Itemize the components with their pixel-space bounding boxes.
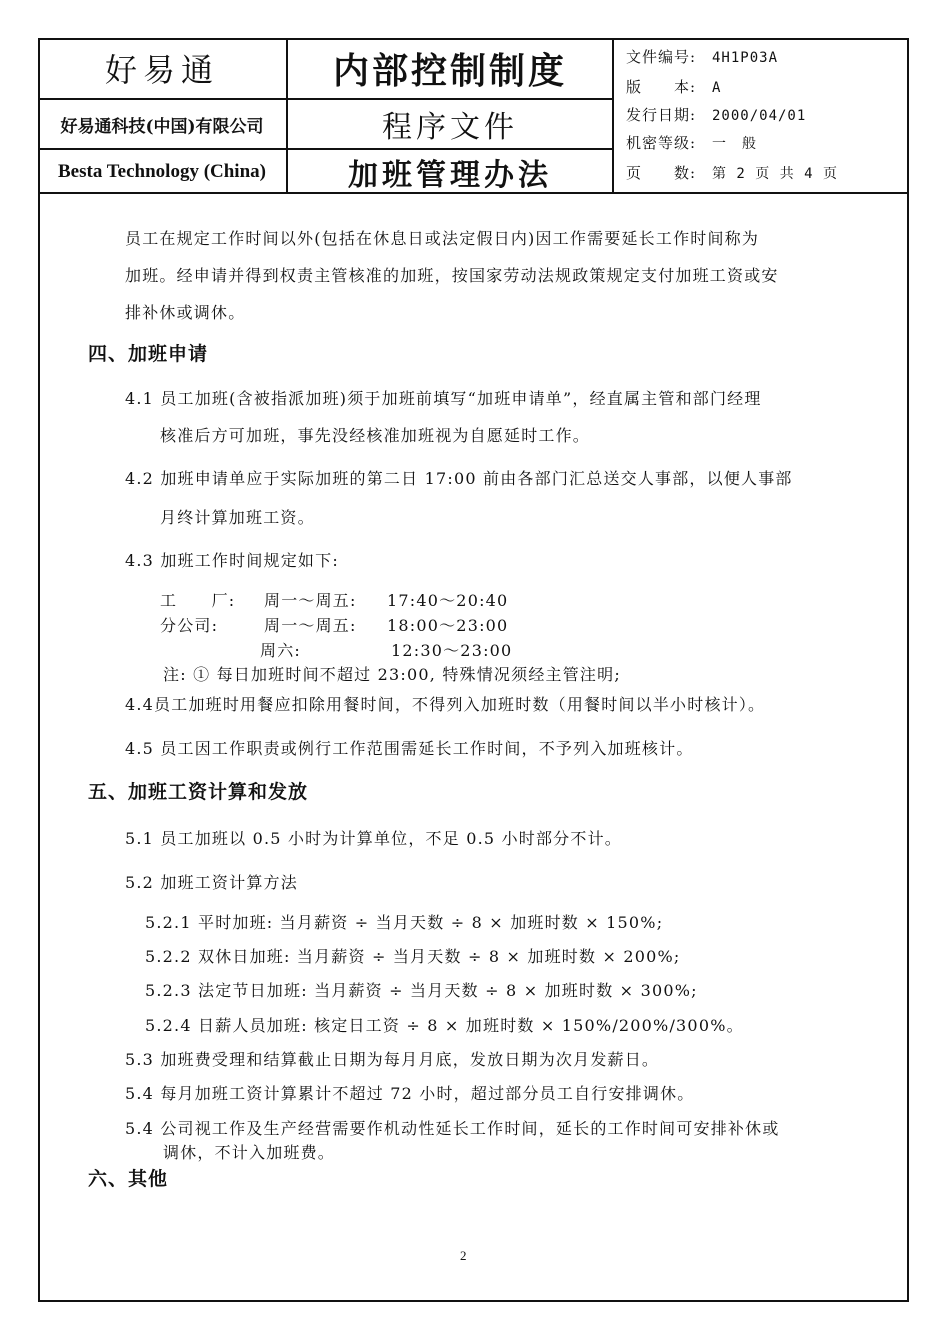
meta-doc-number: 文件编号: 4H1P03A bbox=[626, 48, 779, 66]
intro-line: 排补休或调休。 bbox=[125, 303, 246, 322]
company-name-cn: 好易通科技(中国)有限公司 bbox=[60, 116, 264, 137]
page-number: 2 bbox=[460, 1248, 467, 1263]
clause-5-1: 5.1 员工加班以 0.5 小时为计算单位，不足 0.5 小时部分不计。 bbox=[125, 829, 622, 848]
schedule-branch-weekday-time: 18:00～23:00 bbox=[387, 616, 509, 635]
schedule-factory-label: 工 厂: bbox=[160, 591, 236, 610]
section-4-heading: 四、加班申请 bbox=[88, 343, 209, 365]
title-sub-cell bbox=[288, 100, 612, 148]
meta-version: 版 本: A bbox=[626, 78, 722, 96]
clause-4-2: 4.2 加班申请单应于实际加班的第二日 17:00 前由各部门汇总送交人事部，以便人事部 bbox=[125, 469, 793, 488]
intro-line: 员工在规定工作时间以外(包括在休息日或法定假日内)因工作需要延长工作时间称为 bbox=[125, 229, 760, 248]
schedule-branch-saturday-time: 12:30～23:00 bbox=[391, 641, 513, 660]
section-5-heading: 五、加班工资计算和发放 bbox=[88, 781, 309, 803]
clause-5-2-2: 5.2.2 双休日加班: 当月薪资 ÷ 当月天数 ÷ 8 × 加班时数 × 200%; bbox=[145, 947, 681, 966]
meta-confidentiality: 机密等级: 一 般 bbox=[626, 134, 757, 152]
title-sub: 程序文件 bbox=[382, 110, 518, 145]
clause-4-1-cont: 核准后方可加班，事先没经核准加班视为自愿延时工作。 bbox=[160, 426, 591, 445]
clause-5-2: 5.2 加班工资计算方法 bbox=[125, 873, 298, 892]
clause-5-4: 5.4 每月加班工资计算累计不超过 72 小时，超过部分员工自行安排调休。 bbox=[125, 1084, 695, 1103]
intro-line: 加班。经申请并得到权责主管核准的加班，按国家劳动法规政策规定支付加班工资或安 bbox=[125, 266, 779, 285]
clause-5-4-b: 5.4 公司视工作及生产经营需要作机动性延长工作时间，延长的工作时间可安排补休或 bbox=[125, 1119, 780, 1138]
clause-4-5: 4.5 员工因工作职责或例行工作范围需延长工作时间，不予列入加班核计。 bbox=[125, 739, 694, 758]
schedule-branch-label: 分公司: bbox=[160, 616, 219, 635]
clause-5-2-1: 5.2.1 平时加班: 当月薪资 ÷ 当月天数 ÷ 8 × 加班时数 × 150%; bbox=[145, 913, 664, 932]
title-main-cell bbox=[288, 38, 612, 98]
clause-4-3: 4.3 加班工作时间规定如下: bbox=[125, 551, 339, 570]
section-6-heading: 六、其他 bbox=[88, 1168, 169, 1190]
clause-5-2-3: 5.2.3 法定节日加班: 当月薪资 ÷ 当月天数 ÷ 8 × 加班时数 × 300%; bbox=[145, 981, 698, 1000]
schedule-branch-weekday: 周一～周五: bbox=[264, 616, 357, 635]
document-header bbox=[38, 38, 909, 194]
schedule-branch-saturday: 周六: bbox=[260, 641, 301, 660]
clause-4-1: 4.1 员工加班(含被指派加班)须于加班前填写“加班申请单”，经直属主管和部门经理 bbox=[125, 389, 762, 408]
clause-5-4-b-cont: 调休，不计入加班费。 bbox=[163, 1143, 336, 1162]
meta-issue-date: 发行日期: 2000/04/01 bbox=[626, 106, 807, 124]
company-en-cell bbox=[38, 150, 286, 194]
brand-cell bbox=[38, 38, 286, 98]
meta-page-count: 页 数: 第 2 页 共 4 页 bbox=[626, 164, 839, 182]
brand-name: 好易通 bbox=[104, 51, 219, 89]
schedule-factory-days: 周一～周五: bbox=[264, 591, 357, 610]
company-name-en: Besta Technology (China) bbox=[58, 161, 266, 182]
schedule-note: 注: ① 每日加班时间不超过 23:00, 特殊情况须经主管注明; bbox=[163, 665, 621, 684]
title-main: 内部控制制度 bbox=[332, 49, 567, 92]
clause-4-4: 4.4员工加班时用餐应扣除用餐时间，不得列入加班时数（用餐时间以半小时核计）。 bbox=[125, 695, 766, 714]
clause-5-2-4: 5.2.4 日薪人员加班: 核定日工资 ÷ 8 × 加班时数 × 150%/200%/300%。 bbox=[145, 1016, 744, 1035]
company-cn-cell bbox=[38, 100, 286, 148]
header-divider bbox=[612, 38, 614, 192]
document-title: 加班管理办法 bbox=[348, 158, 552, 193]
clause-5-3: 5.3 加班费受理和结算截止日期为每月月底，发放日期为次月发薪日。 bbox=[125, 1050, 660, 1069]
schedule-factory-time: 17:40～20:40 bbox=[387, 591, 509, 610]
clause-4-2-cont: 月终计算加班工资。 bbox=[160, 508, 315, 527]
document-title-cell bbox=[288, 150, 612, 194]
